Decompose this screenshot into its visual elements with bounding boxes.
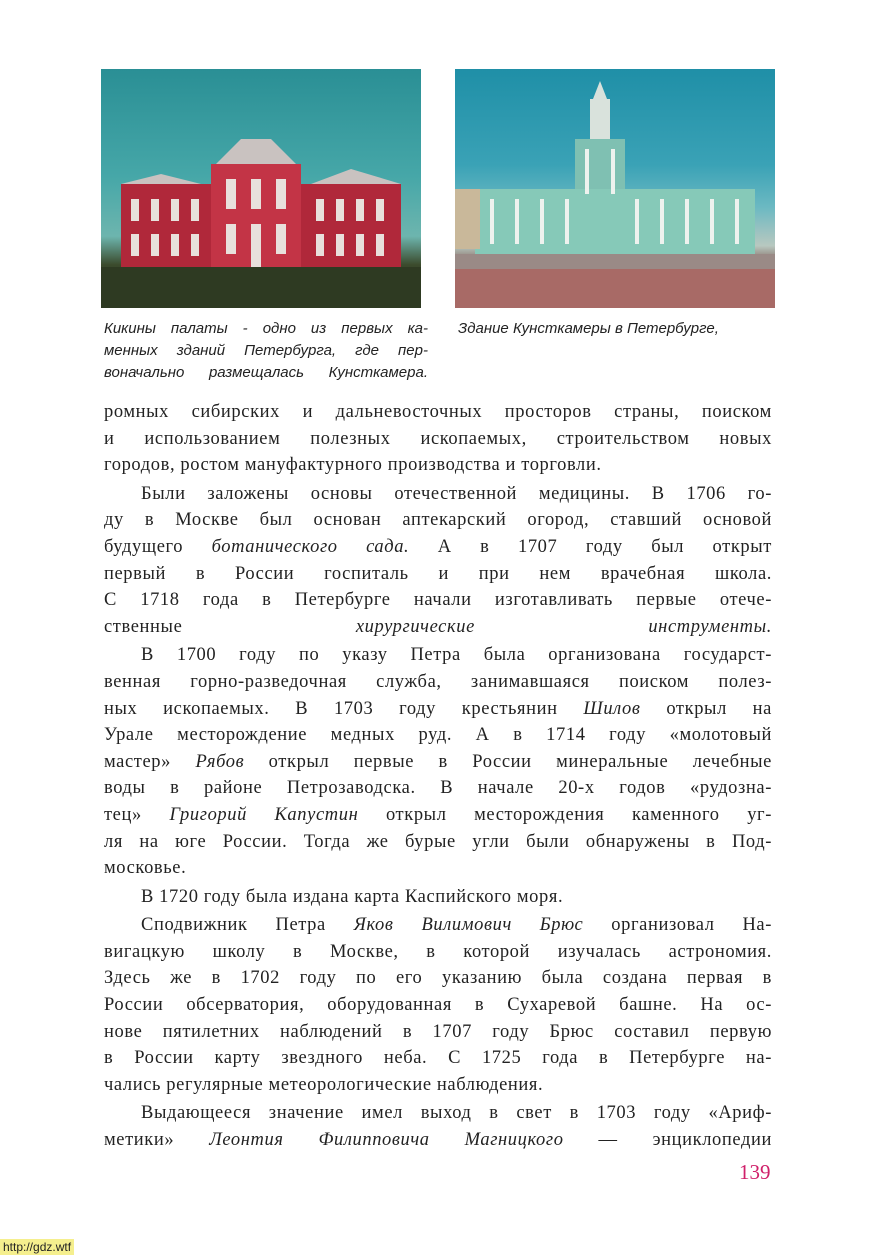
text-span: ля на юге России. Тогда же бурые угли были обнаружены в Под- [104, 831, 772, 852]
italic-term: Рябов [195, 751, 245, 772]
caption-line: Кикины палаты - одно из первых ка- [104, 320, 428, 337]
text-span: Сподвижник Петра [141, 915, 354, 936]
paragraph [104, 399, 772, 479]
text-span: мастер» [104, 751, 196, 772]
italic-term: ботанического сада. [211, 536, 410, 557]
caption-line: воначально размещалась Кунсткамера. [104, 364, 428, 381]
italic-term: Яков Вилимович Брюс [353, 915, 584, 936]
text-span: Урале месторождение медных руд. А в 1714 году «молотовый [104, 725, 772, 746]
caption-line: менных зданий Петербурга, где пер- [104, 342, 428, 359]
text-span: московье. [104, 858, 187, 879]
text-line [104, 452, 772, 479]
text-line [104, 912, 772, 939]
page-number: 139 [739, 1160, 771, 1184]
caption-line: Здание Кунсткамеры в Петербурге, [458, 320, 719, 337]
text-line [104, 561, 772, 588]
text-span: в России карту звездного неба. С 1725 года в Петербурге на- [104, 1048, 772, 1069]
text-span: Были заложены основы отечественной медицины. В 1706 го- [141, 483, 772, 504]
text-line [104, 587, 772, 614]
text-span: — энциклопедии [563, 1130, 772, 1151]
text-span: организовал На- [583, 915, 772, 936]
text-span: Здесь же в 1702 году по его указанию была создана первая в [104, 968, 772, 989]
text-span: венная горно-разведочная служба, занимавшаяся поиском полез- [104, 671, 772, 692]
text-span: вигацкую школу в Москве, в которой изучалась астрономия. [104, 941, 772, 962]
text-line [104, 1045, 772, 1072]
text-line [104, 1019, 772, 1046]
text-span: ных ископаемых. В 1703 году крестьянин [104, 698, 584, 719]
text-line [104, 802, 772, 829]
italic-term: хирургические инструменты. [355, 616, 772, 637]
text-span: метики» [104, 1130, 210, 1151]
site-link[interactable]: http://gdz.wtf [0, 1239, 74, 1255]
text-line [104, 399, 772, 426]
text-span: ственные [104, 616, 356, 637]
text-line [104, 775, 772, 802]
text-span: и использованием полезных ископаемых, строительством новых [104, 428, 772, 449]
text-line [104, 696, 772, 723]
text-span: нове пятилетних наблюдений в 1707 году Брюс составил первую [104, 1021, 772, 1042]
paragraph [104, 481, 772, 641]
text-span: Выдающееся значение имел выход в свет в 1703 году «Ариф- [141, 1103, 772, 1124]
caption-kunstkamera [458, 318, 758, 340]
paragraph [104, 912, 772, 1098]
photo-kunstkamera [455, 69, 775, 308]
text-line [104, 749, 772, 776]
text-line [104, 1072, 772, 1099]
paragraph [104, 1100, 772, 1153]
text-span: России обсерватория, оборудованная в Сухаревой башне. На ос- [104, 995, 772, 1016]
photo-kikiny-palaty [101, 69, 421, 308]
text-span: будущего [104, 536, 212, 557]
italic-term: Григорий Капустин [169, 804, 359, 825]
kunstkamera-illustration [455, 69, 775, 308]
text-span: воды в районе Петрозаводска. В начале 20-х годов «рудозна- [104, 778, 772, 799]
text-span: открыл первые в России минеральные лечебные [244, 751, 772, 772]
text-line [104, 884, 772, 911]
text-line [104, 829, 772, 856]
text-line [104, 642, 772, 669]
paragraph [104, 642, 772, 881]
text-span: А в 1707 году был открыт [409, 536, 772, 557]
text-span: С 1718 года в Петербурге начали изготавливать первые отече- [104, 590, 772, 611]
text-line [104, 1127, 772, 1154]
text-line [104, 992, 772, 1019]
text-line [104, 426, 772, 453]
text-span: ду в Москве был основан аптекарский огород, ставший основой [104, 510, 772, 531]
italic-term: Леонтия Филипповича Магницкого [209, 1130, 564, 1151]
kikiny-palaty-illustration [101, 69, 421, 308]
text-span: городов, ростом мануфактурного производства и торговли. [104, 455, 602, 476]
text-line [104, 1100, 772, 1127]
paragraph [104, 884, 772, 911]
text-span: открыл на [640, 698, 772, 719]
text-line [104, 614, 772, 641]
text-span: первый в России госпиталь и при нем врачебная школа. [104, 563, 772, 584]
text-line [104, 939, 772, 966]
text-line [104, 669, 772, 696]
caption-kikiny-palaty [104, 318, 428, 384]
body-text [104, 399, 772, 1156]
text-line [104, 534, 772, 561]
text-line [104, 481, 772, 508]
text-span: тец» [104, 804, 170, 825]
text-line [104, 507, 772, 534]
text-span: чались регулярные метеорологические наблюдения. [104, 1074, 544, 1095]
text-span: В 1700 году по указу Петра была организована государст- [141, 645, 772, 666]
text-line [104, 855, 772, 882]
text-line [104, 722, 772, 749]
text-span: ромных сибирских и дальневосточных просторов страны, поиском [104, 402, 772, 422]
italic-term: Шилов [583, 698, 641, 719]
text-span: В 1720 году была издана карта Каспийского моря. [141, 886, 564, 907]
text-span: открыл месторождения каменного уг- [358, 804, 772, 825]
text-line [104, 965, 772, 992]
